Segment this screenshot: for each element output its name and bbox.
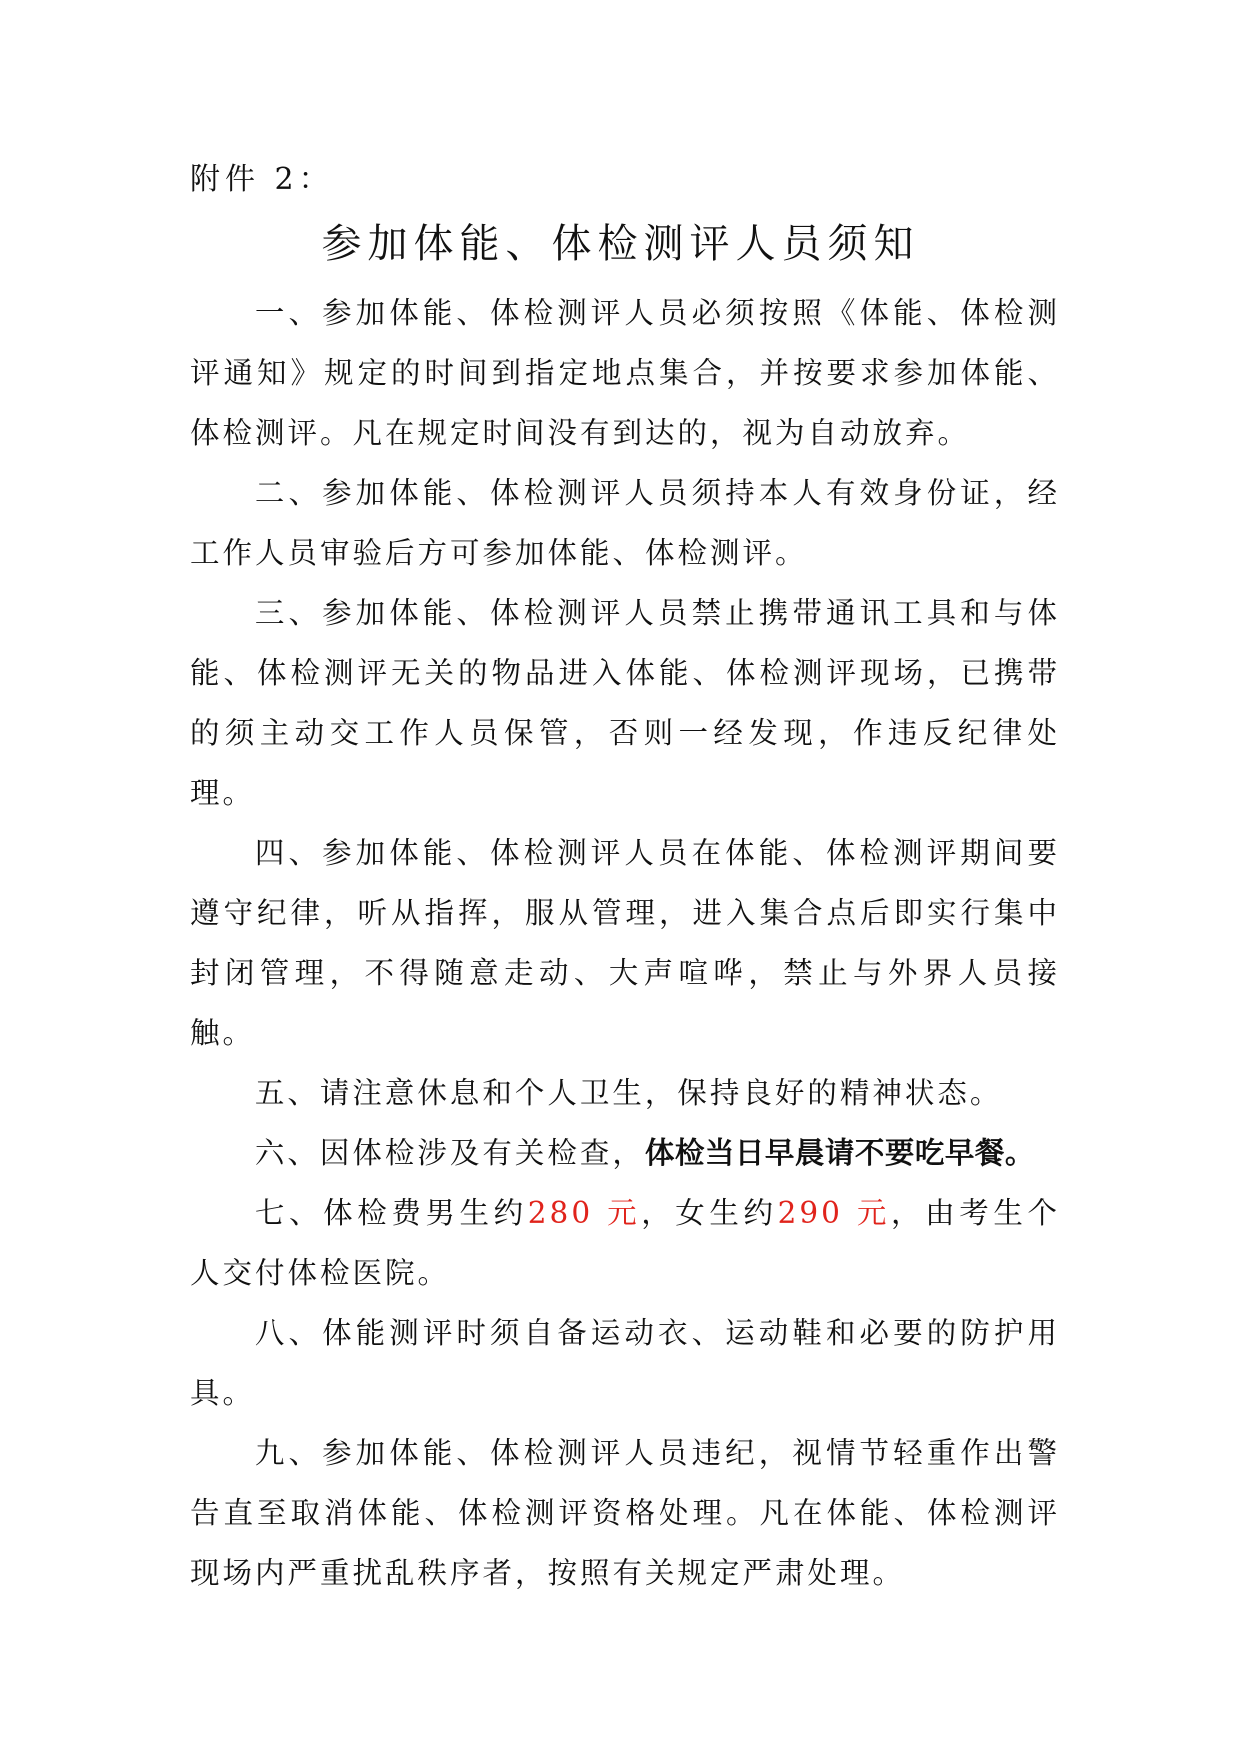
rule-paragraph-3: 三、参加体能、体检测评人员禁止携带通讯工具和与体能、体检测评无关的物品进入体能、体检测评现场，已携带的须主动交工作人员保管，否则一经发现，作违反纪律处理。 (190, 596, 1060, 810)
attachment-label: 附件 2： (190, 162, 334, 197)
male-fee: 280 元 (527, 1196, 642, 1230)
rule-7-text-end: ，由考生个人交付体检医院。 (190, 1196, 1060, 1290)
rule-paragraph-2: 二、参加体能、体检测评人员须持本人有效身份证，经工作人员审验后方可参加体能、体检测评。 (190, 476, 1060, 570)
rule-paragraph-7 (190, 1183, 1060, 1303)
rule-paragraph-8: 八、体能测评时须自备运动衣、运动鞋和必要的防护用具。 (190, 1316, 1060, 1410)
rule-paragraph-5: 五、请注意休息和个人卫生，保持良好的精神状态。 (254, 1076, 1003, 1110)
rule-7-text-middle: ，女生约 (641, 1196, 778, 1230)
rule-paragraph-4: 四、参加体能、体检测评人员在体能、体检测评期间要遵守纪律，听从指挥，服从管理，进入集合点后即实行集中封闭管理，不得随意走动、大声喧哗，禁止与外界人员接触。 (190, 836, 1060, 1050)
rule-paragraph-6 (190, 1123, 1060, 1183)
no-breakfast-notice: 体检当日早晨请不要吃早餐。 (644, 1136, 1035, 1170)
female-fee: 290 元 (777, 1196, 892, 1230)
rule-paragraph-1: 一、参加体能、体检测评人员必须按照《体能、体检测评通知》规定的时间到指定地点集合，并按要求参加体能、体检测评。凡在规定时间没有到达的，视为自动放弃。 (190, 296, 1060, 450)
document-body (190, 283, 1060, 1603)
rule-6-text: 六、因体检涉及有关检查， (254, 1136, 645, 1170)
rule-paragraph-9: 九、参加体能、体检测评人员违纪，视情节轻重作出警告直至取消体能、体检测评资格处理。凡在体能、体检测评现场内严重扰乱秩序者，按照有关规定严肃处理。 (190, 1436, 1060, 1590)
document-title: 参加体能、体检测评人员须知 (321, 221, 920, 267)
rule-7-text-start: 七、体检费男生约 (254, 1196, 528, 1230)
